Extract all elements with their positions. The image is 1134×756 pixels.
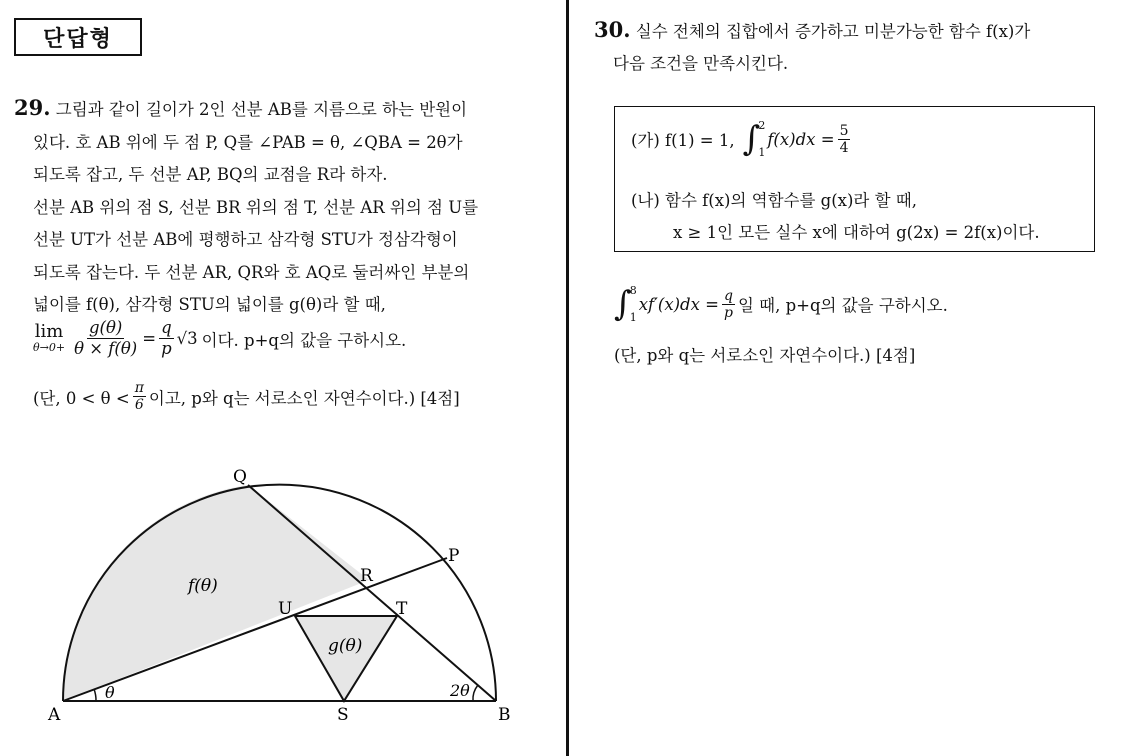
q29-line-6: 되도록 잡는다. 두 선분 AR, QR와 호 AQ로 둘러싸인 부분의 xyxy=(33,262,470,282)
q29-line-2: 있다. 호 AB 위에 두 점 P, Q를 ∠PAB = θ, ∠QBA = 2θ가 xyxy=(33,132,463,152)
triangle-stu xyxy=(295,616,397,701)
label-r: R xyxy=(360,566,373,586)
label-g-theta: g(θ) xyxy=(328,636,363,656)
integral-sign: ∫ 2 1 xyxy=(742,119,766,159)
condition-na-line-2: x ≥ 1인 모든 실수 x에 대하여 g(2x) = 2f(x)이다. xyxy=(673,223,1040,242)
q30-line-1: 실수 전체의 집합에서 증가하고 미분가능한 함수 f(x)가 xyxy=(635,22,1031,41)
limit-fraction xyxy=(72,318,139,359)
label-theta: θ xyxy=(105,683,115,702)
q30-denominator: p xyxy=(724,304,733,321)
q30-line-2: 다음 조건을 만족시킨다. xyxy=(613,54,789,73)
question-30 xyxy=(594,14,1114,80)
q30-integral-tail: 일 때, p+q의 값을 구하시오. xyxy=(737,296,948,315)
q29-condition xyxy=(33,380,460,413)
q30-integral-expression xyxy=(614,284,948,324)
question-29 xyxy=(14,92,549,322)
angle-theta-arc xyxy=(94,689,96,701)
ga-integrand: f(x)dx = xyxy=(767,129,835,149)
condition-ga xyxy=(631,119,853,159)
pi-denominator: 6 xyxy=(134,397,144,413)
rhs-denominator: p xyxy=(161,339,172,358)
limit-denominator: θ × f(θ) xyxy=(74,339,138,358)
label-p: P xyxy=(448,546,460,566)
q29-line-5: 선분 UT가 선분 AB에 평행하고 삼각형 STU가 정삼각형이 xyxy=(33,230,458,249)
q30-numerator: q xyxy=(724,287,733,304)
label-s: S xyxy=(337,705,349,725)
limit-tail: 이다. p+q의 값을 구하시오. xyxy=(201,330,407,350)
label-two-theta: 2θ xyxy=(450,681,470,700)
q-over-p xyxy=(722,288,735,321)
ga-prefix: (가) f(1) = 1, xyxy=(631,131,735,150)
rhs-numerator: q xyxy=(161,318,172,337)
q29-line-3: 되도록 잡고, 두 선분 AP, BQ의 교점을 R라 하자. xyxy=(33,165,388,184)
column-divider xyxy=(566,0,569,756)
question-number: 30. xyxy=(594,17,631,42)
int-lower: 1 xyxy=(758,146,766,159)
int-lower: 1 xyxy=(629,311,637,324)
five-fourths xyxy=(838,123,851,156)
ga-numerator: 5 xyxy=(839,122,849,139)
conditions-box xyxy=(614,106,1095,252)
label-b: B xyxy=(498,705,511,725)
int-upper: 2 xyxy=(758,119,766,132)
q29-line-4: 선분 AB 위의 점 S, 선분 BR 위의 점 T, 선분 AR 위의 점 U를 xyxy=(33,197,479,217)
sqrt-three: √3 xyxy=(176,329,198,348)
label-u: U xyxy=(278,599,293,619)
angle-two-theta-arc xyxy=(473,685,478,701)
label-t: T xyxy=(396,599,408,619)
lim-symbol: lim xyxy=(34,321,64,342)
pi-over-six xyxy=(133,380,146,413)
int-upper: 8 xyxy=(629,284,637,297)
section-title: 단답형 xyxy=(14,18,142,56)
q30-integrand: xf′(x)dx = xyxy=(638,294,719,314)
rhs-fraction xyxy=(159,318,174,359)
equals-sign: = xyxy=(142,329,157,348)
q29-limit-expression xyxy=(33,318,406,359)
semicircle-figure xyxy=(30,460,550,730)
q29-line-1: 그림과 같이 길이가 2인 선분 AB를 지름으로 하는 반원이 xyxy=(55,100,468,119)
ga-denominator: 4 xyxy=(839,139,849,156)
q30-condition: (단, p와 q는 서로소인 자연수이다.) [4점] xyxy=(614,346,916,365)
label-a: A xyxy=(48,705,61,725)
condition-prefix: (단, 0 < θ < xyxy=(33,388,130,408)
condition-suffix: 이고, p와 q는 서로소인 자연수이다.) [4점] xyxy=(148,388,460,408)
question-number: 29. xyxy=(14,95,51,120)
label-f-theta: f(θ) xyxy=(188,576,218,596)
label-q: Q xyxy=(233,467,247,487)
limit-numerator: g(θ) xyxy=(88,318,123,337)
lim-subscript: θ→0+ xyxy=(33,341,66,354)
integral-sign: ∫ 8 1 xyxy=(614,284,637,324)
pi-numerator: π xyxy=(134,380,144,396)
q29-line-7: 넓이를 f(θ), 삼각형 STU의 넓이를 g(θ)라 할 때, xyxy=(33,295,386,314)
condition-na-line-1: (나) 함수 f(x)의 역함수를 g(x)라 할 때, xyxy=(631,191,917,210)
